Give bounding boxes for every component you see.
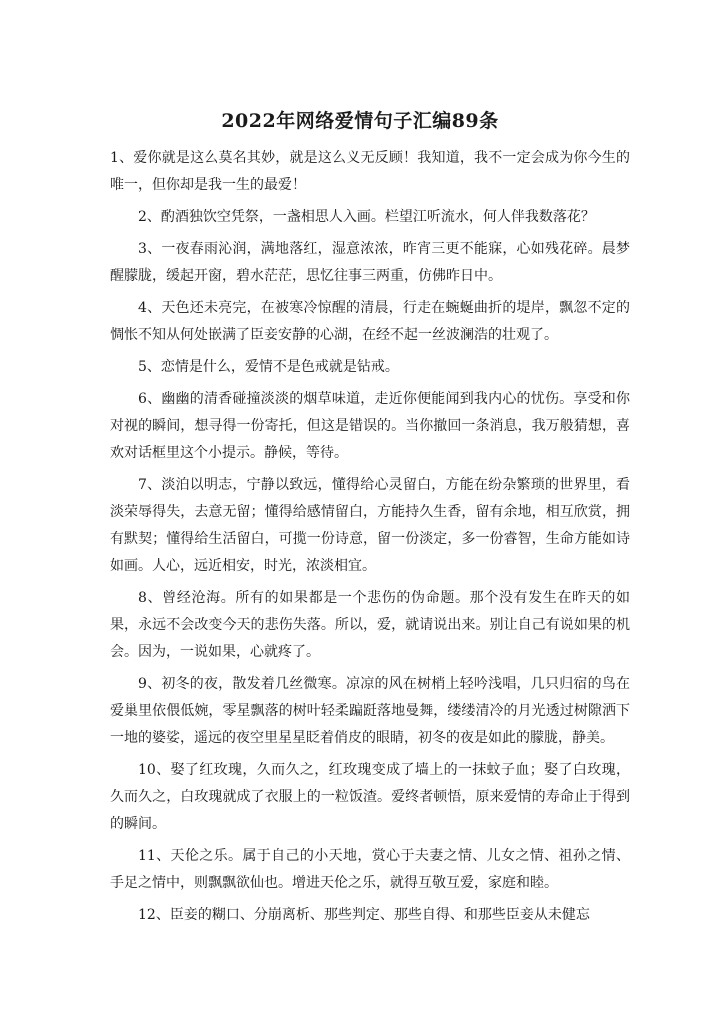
paragraph-3: 3、一夜春雨沁润，满地落红，湿意浓浓，昨宵三更不能寐，心如残花碎。晨梦醒朦胧，缓起开窗，碧水茫茫，思忆往事三两重，仿佛昨日中。 — [110, 241, 630, 284]
paragraph-10: 10、娶了红玫瑰，久而久之，红玫瑰变成了墙上的一抹蚊子血；娶了白玫瑰，久而久之，白玫瑰就成了衣服上的一粒饭渣。爱终者顿悟，原来爱情的寿命止于得到的瞬间。 — [110, 762, 630, 832]
document-title: 2022年网络爱情句子汇编89条 — [221, 110, 499, 132]
paragraph-8: 8、曾经沧海。所有的如果都是一个悲伤的伪命题。那个没有发生在昨天的如果，永远不会改变今天的悲伤失落。所以，爱，就请说出来。别让自己有说如果的机会。因为，一说如果，心就疼了。 — [110, 590, 630, 660]
paragraph-12: 12、臣妾的糊口、分崩离析、那些判定、那些自得、和那些臣妾从未健忘 — [138, 907, 590, 923]
paragraph-11: 11、天伦之乐。属于自己的小天地，赏心于夫妻之情、儿女之情、祖孙之情、手足之情中，则飘飘欲仙也。增进天伦之乐，就得互敬互爱，家庭和睦。 — [110, 848, 630, 891]
paragraph-6: 6、幽幽的清香碰撞淡淡的烟草味道，走近你便能闻到我内心的忧伤。享受和你对视的瞬间，想寻得一份寄托，但这是错误的。当你撤回一条消息，我万般猜想，喜欢对话框里这个小提示。静候，等待。 — [110, 391, 630, 461]
document-body — [110, 145, 630, 934]
paragraph-9: 9、初冬的夜，散发着几丝微寒。凉凉的风在树梢上轻吟浅唱，几只归宿的鸟在爱巢里依偎低婉，零星飘落的树叶轻柔蹁跹落地曼舞，缕缕清冷的月光透过树隙洒下一地的婆娑，遥远的夜空里星星眨着俏皮的眼睛，初冬的夜是如此的朦胧，静美。 — [110, 676, 630, 746]
paragraph-2: 2、酌酒独饮空凭祭，一盏相思人入画。栏望江听流水，何人伴我数落花？ — [138, 209, 595, 225]
paragraph-4: 4、天色还未亮完，在被寒冷惊醒的清晨，行走在蜿蜒曲折的堤岸，飘忽不定的惆怅不知从何处嵌满了臣妾安静的心湖，在经不起一丝波澜浩的壮观了。 — [110, 300, 630, 343]
paragraph-7: 7、淡泊以明志，宁静以致远，懂得给心灵留白，方能在纷杂繁琐的世界里，看淡荣辱得失，去意无留；懂得给感情留白，方能持久生香，留有余地，相互欣赏，拥有默契；懂得给生活留白，可揽一份诗意，留一份淡定，多一份睿智，生命方能如诗如画。人心，远近相安，时光，浓淡相宜。 — [110, 477, 630, 574]
paragraph-5: 5、恋情是什么，爱情不是色戒就是钻戒。 — [138, 359, 399, 375]
paragraph-1: 1、爱你就是这么莫名其妙，就是这么义无反顾！我知道，我不一定会成为你今生的唯一，但你却是我一生的最爱！ — [110, 150, 630, 193]
